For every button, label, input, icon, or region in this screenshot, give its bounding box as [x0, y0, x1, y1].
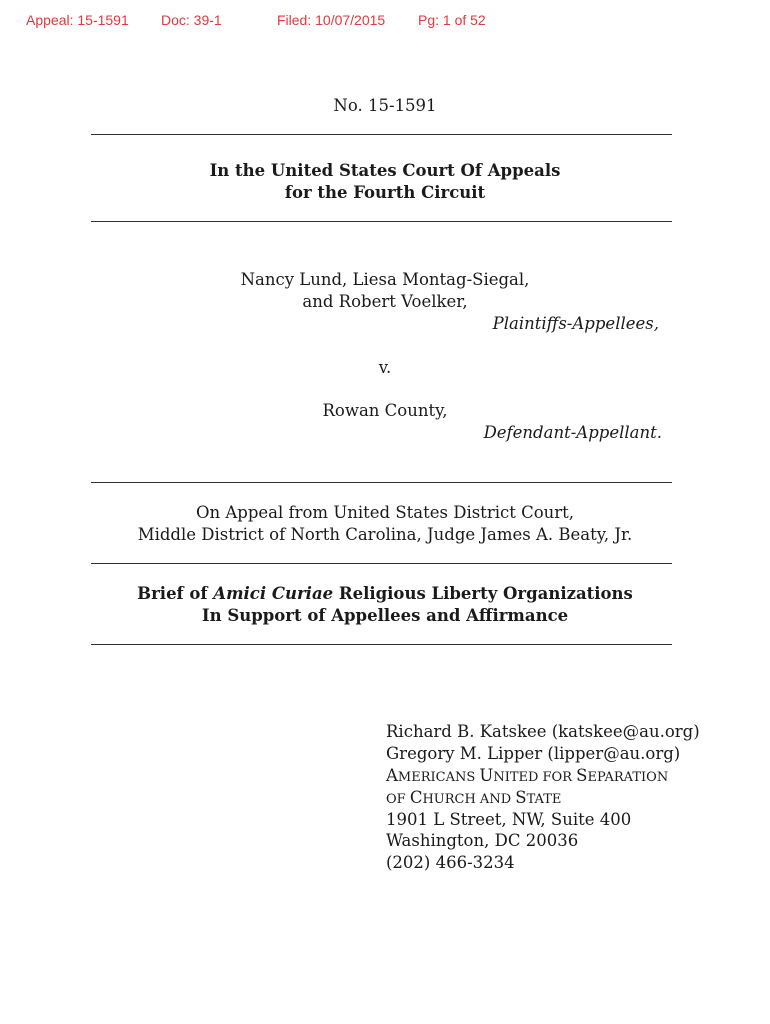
- brief-title-amici: Amici Curiae: [213, 584, 334, 603]
- defendant-role: Defendant-Appellant.: [483, 423, 662, 442]
- address-street: 1901 L Street, NW, Suite 400: [386, 810, 632, 829]
- defendant-name: Rowan County,: [322, 401, 448, 420]
- page-count-stamp: Pg: 1 of 52: [418, 12, 486, 28]
- appeal-from-line2: Middle District of North Carolina, Judge James A. Beaty, Jr.: [137, 525, 633, 544]
- court-name-line2: for the Fourth Circuit: [284, 183, 486, 202]
- appeal-from-line1: On Appeal from United States District Court,: [195, 503, 575, 522]
- appeal-number-stamp: Appeal: 15-1591: [26, 12, 129, 28]
- plaintiffs-role: Plaintiffs-Appellees,: [492, 314, 659, 333]
- brief-title-prefix: Brief of: [137, 584, 214, 603]
- counsel-katskee: Richard B. Katskee (katskee@au.org): [386, 722, 700, 741]
- plaintiffs-names-line1: Nancy Lund, Liesa Montag-Siegal,: [240, 270, 530, 289]
- divider: [91, 644, 672, 645]
- court-name-line1: In the United States Court Of Appeals: [209, 161, 561, 180]
- counsel-lipper: Gregory M. Lipper (lipper@au.org): [386, 744, 681, 763]
- filed-date-stamp: Filed: 10/07/2015: [277, 12, 386, 28]
- brief-title-line1: [0, 583, 770, 605]
- divider: [91, 134, 672, 135]
- plaintiffs-names-line2: and Robert Voelker,: [302, 292, 468, 311]
- brief-title-suffix: Religious Liberty Organizations: [333, 584, 633, 603]
- versus: v.: [378, 358, 392, 377]
- divider: [91, 482, 672, 483]
- phone-number: (202) 466-3234: [386, 853, 515, 872]
- divider: [91, 221, 672, 222]
- doc-number-stamp: Doc: 39-1: [161, 12, 222, 28]
- organization-name-line2: OF CHURCH AND STATE: [386, 788, 562, 807]
- address-city: Washington, DC 20036: [386, 831, 579, 850]
- divider: [91, 563, 672, 564]
- case-number: No. 15-1591: [333, 96, 437, 115]
- brief-title-line2: In Support of Appellees and Affirmance: [201, 606, 569, 625]
- organization-name-line1: AMERICANS UNITED FOR SEPARATION: [386, 766, 669, 785]
